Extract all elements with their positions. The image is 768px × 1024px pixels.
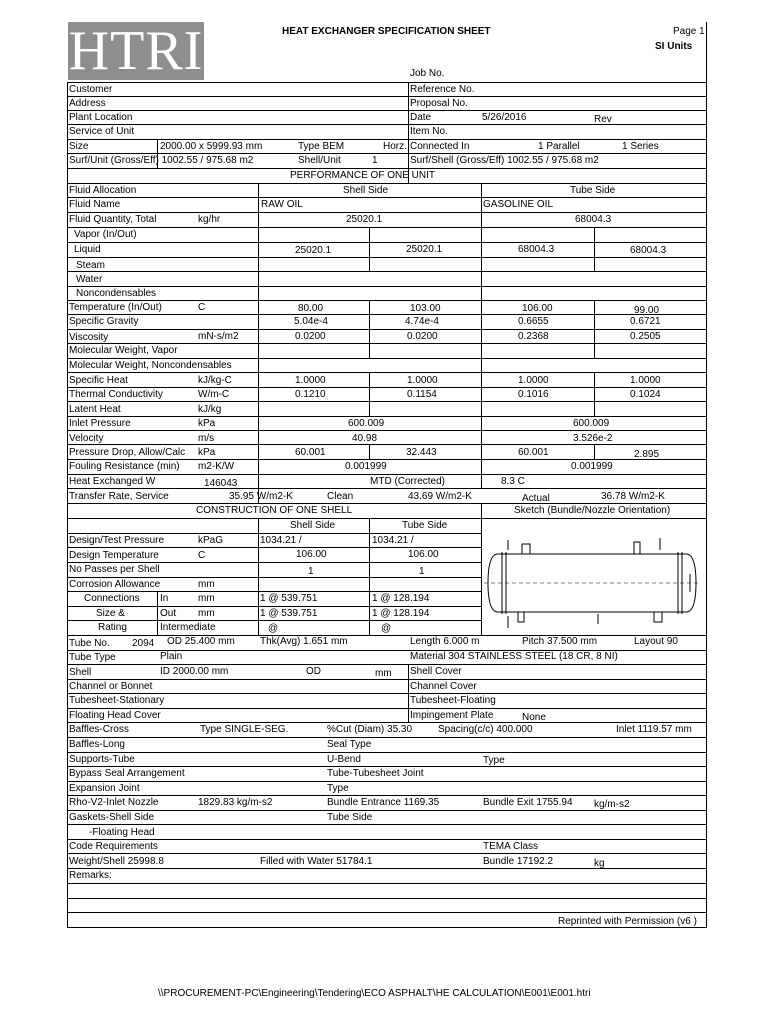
- expansion-type-label: Type: [327, 783, 349, 794]
- ubend-type-label: Type: [483, 755, 505, 766]
- tc-tube-out: 0.1024: [630, 389, 661, 400]
- tube-no-value: 2094: [132, 638, 155, 649]
- viscosity-label: Viscosity: [69, 332, 109, 343]
- surf-unit: Surf/Unit (Gross/Eff) 1002.55 / 975.68 m2: [69, 155, 254, 166]
- shell-cover-label: Shell Cover: [410, 666, 462, 677]
- weight-shell: Weight/Shell 25998.8: [69, 856, 164, 867]
- address-label: Address: [69, 98, 106, 109]
- file-path: \\PROCUREMENT-PC\Engineering\Tendering\ECO ASPHALT\HE CALCULATION\E001\E001.htri: [158, 988, 591, 999]
- rho-v2-value: 1829.83 kg/m-s2: [198, 797, 273, 808]
- design-temp-unit: C: [198, 550, 206, 561]
- water-label: Water: [76, 274, 103, 285]
- baffles-long-label: Baffles-Long: [69, 739, 125, 750]
- conn-int-shell: @: [268, 623, 279, 634]
- heat-exchanged-label: Heat Exchanged W: [69, 476, 156, 487]
- noncondensables-label: Noncondensables: [76, 288, 157, 299]
- mtd-label: MTD (Corrected): [370, 476, 446, 487]
- impingement-label: Impingement Plate: [410, 710, 494, 721]
- liquid-label: Liquid: [74, 244, 101, 255]
- corrosion-unit: mm: [198, 579, 215, 590]
- supports-tube-label: Supports-Tube: [69, 754, 135, 765]
- floating-head-gasket-label: -Floating Head: [89, 827, 155, 838]
- conn-out-label: Out: [160, 608, 177, 619]
- shell-od-unit: mm: [375, 668, 392, 679]
- construction-title: CONSTRUCTION OF ONE SHELL: [196, 505, 353, 516]
- tubesheet-stationary-label: Tubesheet-Stationary: [69, 695, 165, 706]
- steam-label: Steam: [76, 260, 105, 271]
- baffle-inlet: Inlet 1119.57 mm: [616, 724, 692, 735]
- tube-fluid-qty: 68004.3: [575, 214, 612, 225]
- tube-no-label: Tube No.: [69, 638, 110, 649]
- date-value: 5/26/2016: [482, 112, 527, 123]
- rev-label: Rev: [594, 114, 612, 125]
- temp-shell-in: 80.00: [298, 303, 324, 314]
- liquid-shell-in: 25020.1: [295, 245, 332, 256]
- velocity-label: Velocity: [69, 433, 104, 444]
- reference-label: Reference No.: [410, 84, 475, 95]
- channel-bonnet-label: Channel or Bonnet: [69, 681, 153, 692]
- series-value: 1 Series: [622, 141, 659, 152]
- surf-shell: Surf/Shell (Gross/Eff) 1002.55 / 975.68 m2: [410, 155, 599, 166]
- service-label: Service of Unit: [69, 126, 135, 137]
- corrosion-label: Corrosion Allowance: [69, 579, 161, 590]
- baffles-cross-label: Baffles-Cross: [69, 724, 129, 735]
- shell-unit-label: Shell/Unit: [298, 155, 341, 166]
- tube-side-header: Tube Side: [570, 185, 616, 196]
- code-requirements-label: Code Requirements: [69, 841, 158, 852]
- ubend-label: U-Bend: [327, 754, 361, 765]
- conn-in-label: In: [160, 593, 169, 604]
- sg-tube-in: 0.6655: [518, 316, 549, 327]
- tube-fluid-name: GASOLINE OIL: [483, 199, 554, 210]
- actual-label: Actual: [522, 493, 550, 504]
- pd-shell-calc: 32.443: [406, 447, 437, 458]
- tube-length: Length 6.000 m: [410, 636, 480, 647]
- design-temp-label: Design Temperature: [69, 550, 159, 561]
- sketch-title: Sketch (Bundle/Nozzle Orientation): [514, 505, 671, 516]
- sh-shell-out: 1.0000: [407, 375, 438, 386]
- pd-tube-calc: 2.895: [634, 449, 660, 460]
- bundle-weight: Bundle 17192.2: [483, 856, 554, 867]
- plant-location-label: Plant Location: [69, 112, 133, 123]
- temp-shell-out: 103.00: [410, 303, 441, 314]
- bypass-label: Bypass Seal Arrangement: [69, 768, 185, 779]
- conn-in-unit: mm: [198, 593, 215, 604]
- date-label: Date: [410, 112, 432, 123]
- liquid-shell-out: 25020.1: [406, 244, 443, 255]
- visc-tube-out: 0.2505: [630, 331, 661, 342]
- connections-label: Connections: [84, 593, 140, 604]
- tube-material: Material 304 STAINLESS STEEL (18 CR, 8 NI): [410, 651, 618, 662]
- fluid-qty-unit: kg/hr: [198, 214, 221, 225]
- page-number: Page 1: [673, 26, 705, 37]
- units-label: SI Units: [655, 41, 693, 52]
- visc-shell-in: 0.0200: [295, 331, 326, 342]
- specific-heat-label: Specific Heat: [69, 375, 128, 386]
- shell-od-label: OD: [306, 666, 321, 677]
- visc-shell-out: 0.0200: [407, 331, 438, 342]
- design-temp-shell: 106.00: [296, 549, 327, 560]
- vapor-label: Vapor (In/Out): [74, 229, 137, 240]
- tube-layout: Layout 90: [634, 636, 678, 647]
- tc-shell-out: 0.1154: [407, 389, 437, 400]
- shell-fluid-qty: 25020.1: [346, 214, 383, 225]
- shell-unit-value: 1: [372, 155, 378, 166]
- liquid-tube-in: 68004.3: [518, 244, 555, 255]
- bundle-entrance: Bundle Entrance 1169.35: [327, 797, 440, 808]
- gaskets-shell-label: Gaskets-Shell Side: [69, 812, 155, 823]
- design-pressure-label: Design/Test Pressure: [69, 535, 165, 546]
- fouling-tube: 0.001999: [571, 461, 613, 472]
- performance-title: PERFORMANCE OF ONE UNIT: [290, 170, 436, 181]
- job-no-label: Job No.: [410, 68, 445, 79]
- item-no-label: Item No.: [410, 126, 448, 137]
- transfer-rate-service: 35.95 W/m2-K: [229, 491, 293, 502]
- conn-int-tube: @: [381, 623, 392, 634]
- seal-type-label: Seal Type: [327, 739, 372, 750]
- temperature-unit: C: [198, 302, 206, 313]
- mw-vapor-label: Molecular Weight, Vapor: [69, 345, 178, 356]
- bundle-unit: kg/m-s2: [594, 799, 630, 810]
- clean-label: Clean: [327, 491, 354, 502]
- conn-intermediate-label: Intermediate: [160, 622, 216, 633]
- connected-label: Connected In: [410, 141, 470, 152]
- proposal-label: Proposal No.: [410, 98, 468, 109]
- tube-tubesheet-joint-label: Tube-Tubesheet Joint: [327, 768, 424, 779]
- fouling-shell: 0.001999: [345, 461, 387, 472]
- velocity-tube: 3.526e-2: [573, 433, 613, 444]
- pd-tube-allow: 60.001: [518, 447, 549, 458]
- filled-water: Filled with Water 51784.1: [260, 856, 373, 867]
- conn-out-tube: 1 @ 128.194: [372, 608, 430, 619]
- floating-head-cover-label: Floating Head Cover: [69, 710, 161, 721]
- shell-label: Shell: [69, 667, 92, 678]
- velocity-shell: 40.98: [352, 433, 378, 444]
- specific-gravity-label: Specific Gravity: [69, 316, 139, 327]
- thermal-conductivity-unit: W/m-C: [198, 389, 230, 400]
- passes-tube: 1: [419, 566, 425, 577]
- transfer-rate-label: Transfer Rate, Service: [69, 491, 169, 502]
- passes-shell: 1: [308, 566, 314, 577]
- pressure-drop-label: Pressure Drop, Allow/Calc: [69, 447, 186, 458]
- rho-v2-label: Rho-V2-Inlet Nozzle: [69, 797, 159, 808]
- bundle-exit: Bundle Exit 1755.94: [483, 797, 573, 808]
- design-temp-tube: 106.00: [408, 549, 439, 560]
- baffle-spacing: Spacing(c/c) 400.000: [438, 724, 533, 735]
- sg-shell-in: 5.04e-4: [294, 316, 328, 327]
- temp-tube-in: 106.00: [522, 303, 553, 314]
- size-value: 2000.00 x 5999.93 mm: [160, 141, 263, 152]
- design-pressure-shell: 1034.21 /: [260, 535, 302, 546]
- sg-tube-out: 0.6721: [630, 316, 661, 327]
- inlet-pressure-label: Inlet Pressure: [69, 418, 131, 429]
- tube-pitch: Pitch 37.500 mm: [522, 636, 598, 647]
- size-rating-label-1: Size &: [96, 608, 125, 619]
- construction-shell-side: Shell Side: [290, 520, 336, 531]
- remarks-label: Remarks:: [69, 870, 112, 881]
- baffle-cut: %Cut (Diam) 35.30: [327, 724, 413, 735]
- fouling-label: Fouling Resistance (min): [69, 461, 180, 472]
- type-value: Type BEM: [298, 141, 345, 152]
- fluid-allocation-label: Fluid Allocation: [69, 185, 137, 196]
- design-pressure-unit: kPaG: [198, 535, 224, 546]
- thermal-conductivity-label: Thermal Conductivity: [69, 389, 163, 400]
- orientation-value: Horz.: [383, 141, 407, 152]
- baffle-type: Type SINGLE-SEG.: [200, 724, 289, 735]
- sheet-title: HEAT EXCHANGER SPECIFICATION SHEET: [282, 26, 491, 37]
- tc-shell-in: 0.1210: [295, 389, 326, 400]
- heat-exchanged-value: 146043: [204, 478, 238, 489]
- liquid-tube-out: 68004.3: [630, 245, 667, 256]
- construction-tube-side: Tube Side: [402, 520, 448, 531]
- reprinted-note: Reprinted with Permission (v6 ): [558, 916, 697, 927]
- mw-noncond-label: Molecular Weight, Noncondensables: [69, 360, 232, 371]
- inlet-pressure-shell: 600.009: [348, 418, 385, 429]
- impingement-value: None: [522, 712, 546, 723]
- shell-side-header: Shell Side: [343, 185, 389, 196]
- velocity-unit: m/s: [198, 433, 215, 444]
- viscosity-unit: mN-s/m2: [198, 331, 239, 342]
- shell-fluid-name: RAW OIL: [261, 199, 303, 210]
- tube-type-value: Plain: [160, 651, 183, 662]
- latent-heat-unit: kJ/kg: [198, 404, 222, 415]
- size-label: Size: [69, 141, 89, 152]
- inlet-pressure-unit: kPa: [198, 418, 216, 429]
- tube-thk: Thk(Avg) 1.651 mm: [260, 636, 348, 647]
- sh-tube-in: 1.0000: [518, 375, 549, 386]
- tube-od: OD 25.400 mm: [167, 636, 235, 647]
- specific-heat-unit: kJ/kg-C: [198, 375, 232, 386]
- fluid-name-label: Fluid Name: [69, 199, 121, 210]
- sh-tube-out: 1.0000: [630, 375, 661, 386]
- htri-logo: HTRI: [68, 20, 204, 82]
- visc-tube-in: 0.2368: [518, 331, 549, 342]
- temperature-label: Temperature (In/Out): [69, 302, 162, 313]
- conn-in-shell: 1 @ 539.751: [260, 593, 318, 604]
- fluid-qty-label: Fluid Quantity, Total: [69, 214, 157, 225]
- conn-in-tube: 1 @ 128.194: [372, 593, 430, 604]
- tema-class-label: TEMA Class: [483, 841, 539, 852]
- weight-unit: kg: [594, 858, 605, 869]
- actual-value: 36.78 W/m2-K: [601, 491, 665, 502]
- expansion-joint-label: Expansion Joint: [69, 783, 140, 794]
- conn-out-shell: 1 @ 539.751: [260, 608, 318, 619]
- parallel-value: 1 Parallel: [538, 141, 580, 152]
- channel-cover-label: Channel Cover: [410, 681, 477, 692]
- pressure-drop-unit: kPa: [198, 447, 216, 458]
- pd-shell-allow: 60.001: [295, 447, 326, 458]
- shell-id: ID 2000.00 mm: [160, 666, 229, 677]
- customer-label: Customer: [69, 84, 113, 95]
- tube-type-label: Tube Type: [69, 652, 116, 663]
- tubesheet-floating-label: Tubesheet-Floating: [410, 695, 496, 706]
- clean-value: 43.69 W/m2-K: [408, 491, 472, 502]
- design-pressure-tube: 1034.21 /: [372, 535, 414, 546]
- bundle-nozzle-sketch: [484, 534, 700, 632]
- sh-shell-in: 1.0000: [295, 375, 326, 386]
- passes-label: No Passes per Shell: [69, 564, 160, 575]
- tc-tube-in: 0.1016: [518, 389, 549, 400]
- inlet-pressure-tube: 600.009: [573, 418, 610, 429]
- size-rating-label-2: Rating: [98, 622, 127, 633]
- sg-shell-out: 4.74e-4: [405, 316, 439, 327]
- temp-tube-out: 99.00: [634, 305, 660, 316]
- latent-heat-label: Latent Heat: [69, 404, 121, 415]
- gaskets-tube-label: Tube Side: [327, 812, 373, 823]
- fouling-unit: m2-K/W: [198, 461, 235, 472]
- mtd-value: 8.3 C: [501, 476, 525, 487]
- conn-out-unit: mm: [198, 608, 215, 619]
